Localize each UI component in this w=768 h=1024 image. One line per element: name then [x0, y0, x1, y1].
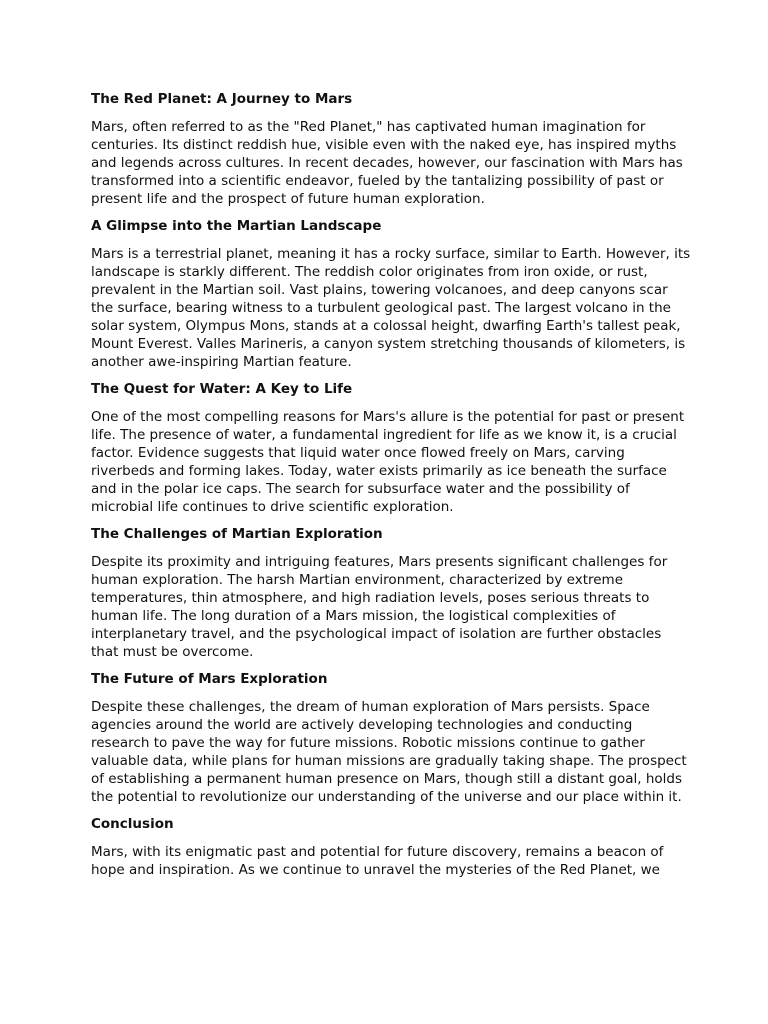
section-heading-water: The Quest for Water: A Key to Life	[91, 381, 353, 397]
section-body-future: Despite these challenges, the dream of human exploration of Mars persists. Space agencies around the world are actively developing technologies and conducting research to pave the way for future missions. Robotic missions continue to gather valuable data, while plans for human missions are gradually taking shape. The prospect of establishing a permanent human presence on Mars, though still a distant goal, holds the potential to revolutionize our understanding of the universe and our place within it.	[91, 699, 687, 805]
section-body-water: One of the most compelling reasons for Mars's allure is the potential for past or present life. The presence of water, a fundamental ingredient for life as we know it, is a crucial factor. Evidence suggests that liquid water once flowed freely on Mars, carving riverbeds and forming lakes. Today, water exists primarily as ice beneath the surface and in the polar ice caps. The search for subsurface water and the possibility of microbial life continues to drive scientific exploration.	[91, 409, 685, 515]
section-heading-challenges: The Challenges of Martian Exploration	[91, 526, 383, 542]
section-heading-landscape: A Glimpse into the Martian Landscape	[91, 218, 382, 234]
document-title: The Red Planet: A Journey to Mars	[91, 91, 353, 107]
intro-paragraph: Mars, often referred to as the "Red Planet," has captivated human imagination for centuries. Its distinct reddish hue, visible even with the naked eye, has inspired myths and legends across cultures. In recent decades, however, our fascination with Mars has transformed into a scientific endeavor, fueled by the tantalizing possibility of past or present life and the prospect of future human exploration.	[91, 119, 683, 207]
section-body-landscape: Mars is a terrestrial planet, meaning it has a rocky surface, similar to Earth. However, its landscape is starkly different. The reddish color originates from iron oxide, or rust, prevalent in the Martian soil. Vast plains, towering volcanoes, and deep canyons scar the surface, bearing witness to a turbulent geological past. The largest volcano in the solar system, Olympus Mons, stands at a colossal height, dwarfing Earth's tallest peak, Mount Everest. Valles Marineris, a canyon system stretching thousands of kilometers, is another awe-inspiring Martian feature.	[91, 246, 691, 370]
section-heading-conclusion: Conclusion	[91, 816, 174, 832]
section-heading-future: The Future of Mars Exploration	[91, 671, 328, 687]
document-page	[91, 89, 691, 887]
section-body-challenges: Despite its proximity and intriguing features, Mars presents significant challenges for human exploration. The harsh Martian environment, characterized by extreme temperatures, thin atmosphere, and high radiation levels, poses serious threats to human life. The long duration of a Mars mission, the logistical complexities of interplanetary travel, and the psychological impact of isolation are further obstacles that must be overcome.	[91, 554, 668, 660]
section-body-conclusion: Mars, with its enigmatic past and potential for future discovery, remains a beacon of hope and inspiration. As we continue to unravel the mysteries of the Red Planet, we	[91, 844, 664, 878]
